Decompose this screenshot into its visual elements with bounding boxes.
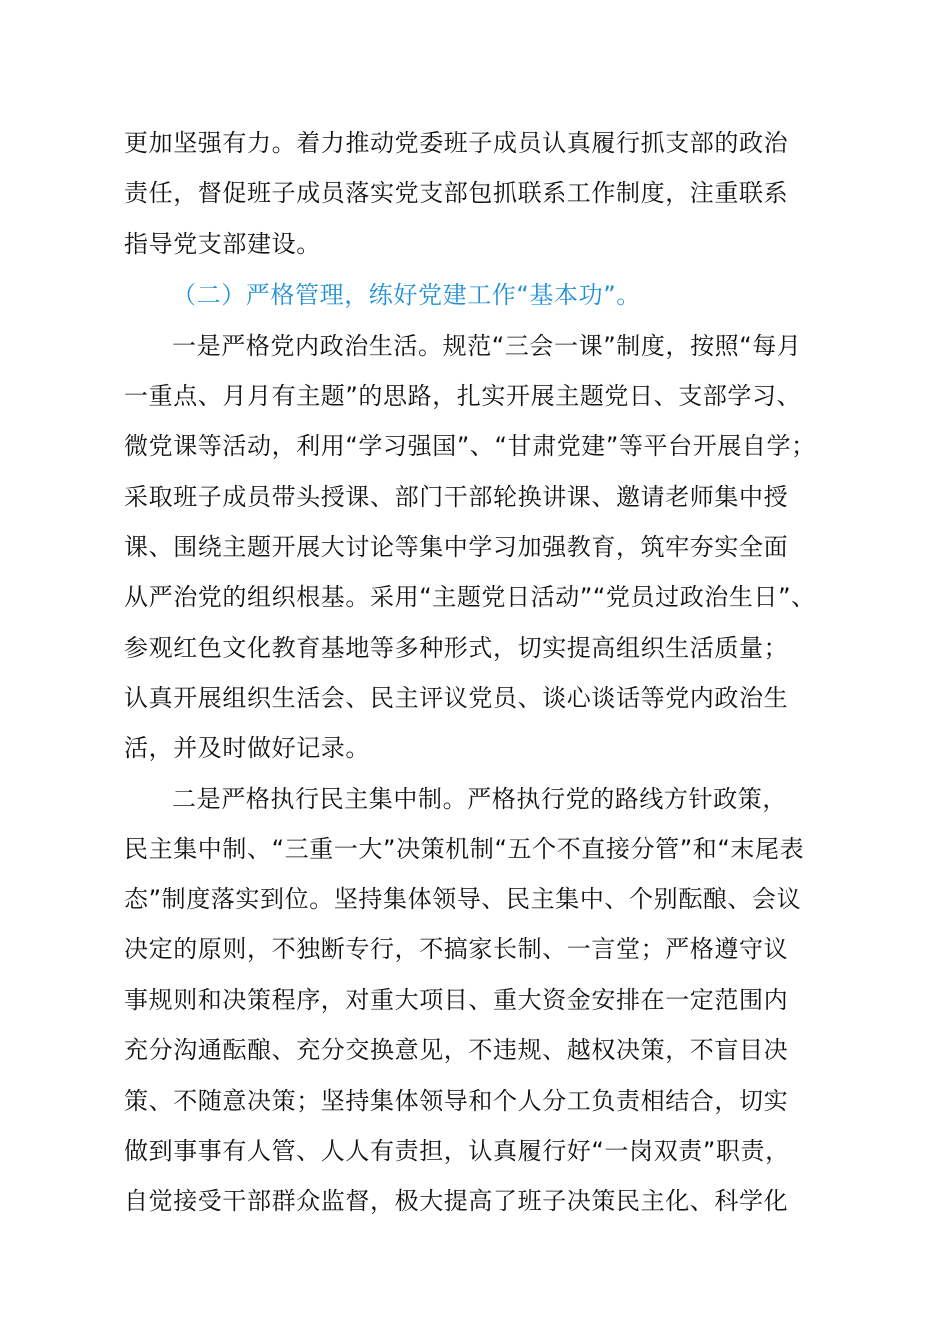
paragraph-line: 指导党支部建设。 — [124, 230, 321, 258]
paragraph-line: 民主集中制、“三重一大”决策机制“五个不直接分管”和“末尾表 — [124, 835, 805, 863]
section-heading: （二）严格管理，练好党建工作“基本功”。 — [172, 281, 641, 309]
paragraph-line: 事规则和决策程序，对重大项目、重大资金安排在一定范围内 — [124, 986, 789, 1014]
paragraph-line: 充分沟通酝酿、充分交换意见，不违规、越权决策，不盲目决 — [124, 1036, 789, 1064]
paragraph-line: 做到事事有人管、人人有责担，认真履行好“一岗双责”职责， — [124, 1137, 790, 1165]
paragraph-line: 一重点、月月有主题”的思路，扎实开展主题党日、支部学习、 — [124, 382, 802, 410]
paragraph-line: 参观红色文化教育基地等多种形式，切实提高组织生活质量； — [124, 634, 789, 662]
paragraph-line: 一是严格党内政治生活。规范“三会一课”制度，按照“每月 — [172, 332, 802, 360]
paragraph-line: 更加坚强有力。着力推动党委班子成员认真履行抓支部的政治 — [124, 129, 789, 157]
paragraph-line: 认真开展组织生活会、民主评议党员、谈心谈话等党内政治生 — [124, 684, 789, 712]
paragraph-line: 从严治党的组织根基。采用“主题党日活动”“党员过政治生日”、 — [124, 583, 816, 611]
paragraph-line: 策、不随意决策；坚持集体领导和个人分工负责相结合，切实 — [124, 1087, 789, 1115]
paragraph-line: 责任，督促班子成员落实党支部包抓联系工作制度，注重联系 — [124, 179, 789, 207]
paragraph-line: 采取班子成员带头授课、部门干部轮换讲课、邀请老师集中授 — [124, 483, 789, 511]
paragraph-line: 课、围绕主题开展大讨论等集中学习加强教育，筑牢夯实全面 — [124, 533, 789, 561]
paragraph-line: 活，并及时做好记录。 — [124, 734, 370, 762]
paragraph-line: 微党课等活动，利用“学习强国”、“甘肃党建”等平台开展自学； — [124, 432, 816, 460]
paragraph-line: 二是严格执行民主集中制。严格执行党的路线方针政策， — [172, 785, 787, 813]
paragraph-line: 自觉接受干部群众监督，极大提高了班子决策民主化、科学化 — [124, 1187, 789, 1215]
paragraph-line: 决定的原则，不独断专行，不搞家长制、一言堂；严格遵守议 — [124, 935, 789, 963]
paragraph-line: 态”制度落实到位。坚持集体领导、民主集中、个别酝酿、会议 — [124, 885, 802, 913]
